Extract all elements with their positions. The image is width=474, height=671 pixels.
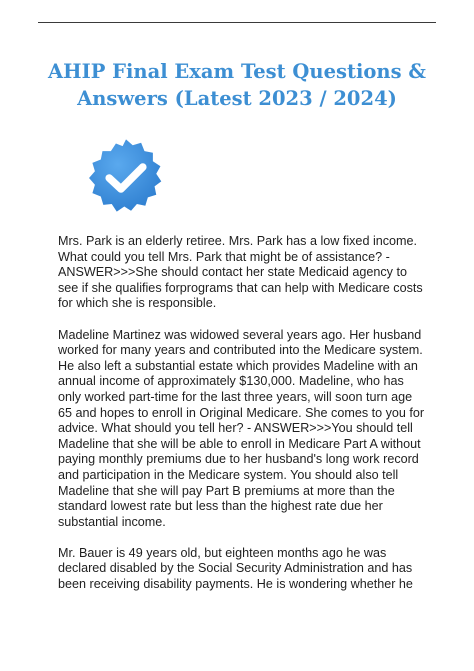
title-line-1: AHIP Final Exam Test Questions & xyxy=(48,60,426,83)
text-line: He also left a substantial estate which provides Madeline with an xyxy=(58,358,418,373)
text-line: Madeline Martinez was widowed several years ago. Her husband xyxy=(58,327,422,342)
qa-paragraph-3 xyxy=(58,546,422,593)
text-line: and participation in the Medicare system. You should also tell xyxy=(58,467,399,482)
text-line: substantial income. xyxy=(58,514,166,529)
text-line: paying monthly premiums due to her husband's long work record xyxy=(58,452,419,467)
top-divider xyxy=(38,22,436,23)
text-line: declared disabled by the Social Security Administration and has xyxy=(58,561,413,576)
text-line: for which she is responsible. xyxy=(58,296,217,311)
text-line: standard lowest rate but less than the highest rate due her xyxy=(58,499,383,514)
text-line: Madeline that she will be able to enroll in Medicare Part A without xyxy=(58,436,421,451)
text-line: Mrs. Park is an elderly retiree. Mrs. Park has a low fixed income. xyxy=(58,234,418,248)
verified-check-badge-icon xyxy=(84,136,168,220)
text-line: see if she qualifies forprograms that can help with Medicare costs xyxy=(58,280,423,295)
text-line: 65 and hopes to enroll in Original Medicare. She comes to you for xyxy=(58,405,425,420)
qa-paragraph-1 xyxy=(58,234,422,312)
qa-paragraph-2 xyxy=(58,327,425,531)
text-line: advice. What should you tell her? - ANSWER>>>You should tell xyxy=(58,421,413,436)
text-line: What could you tell Mrs. Park that might be of assistance? - xyxy=(58,249,390,264)
text-line: been receiving disability payments. He is wondering whether he xyxy=(58,577,413,592)
text-line: Madeline that she will pay Part B premiums at more than the xyxy=(58,483,395,498)
text-line: worked for many years and contributed into the Medicare system. xyxy=(58,343,423,358)
document-body xyxy=(58,234,425,608)
title-line-2: Answers (Latest 2023 / 2024) xyxy=(77,87,397,110)
text-line: only worked part-time for the last three years, will soon turn age xyxy=(58,389,413,404)
text-line: annual income of approximately $130,000. Madeline, who has xyxy=(58,374,404,389)
document-title xyxy=(40,58,434,112)
text-line: Mr. Bauer is 49 years old, but eighteen months ago he was xyxy=(58,545,387,560)
text-line: ANSWER>>>She should contact her state Medicaid agency to xyxy=(58,265,407,280)
